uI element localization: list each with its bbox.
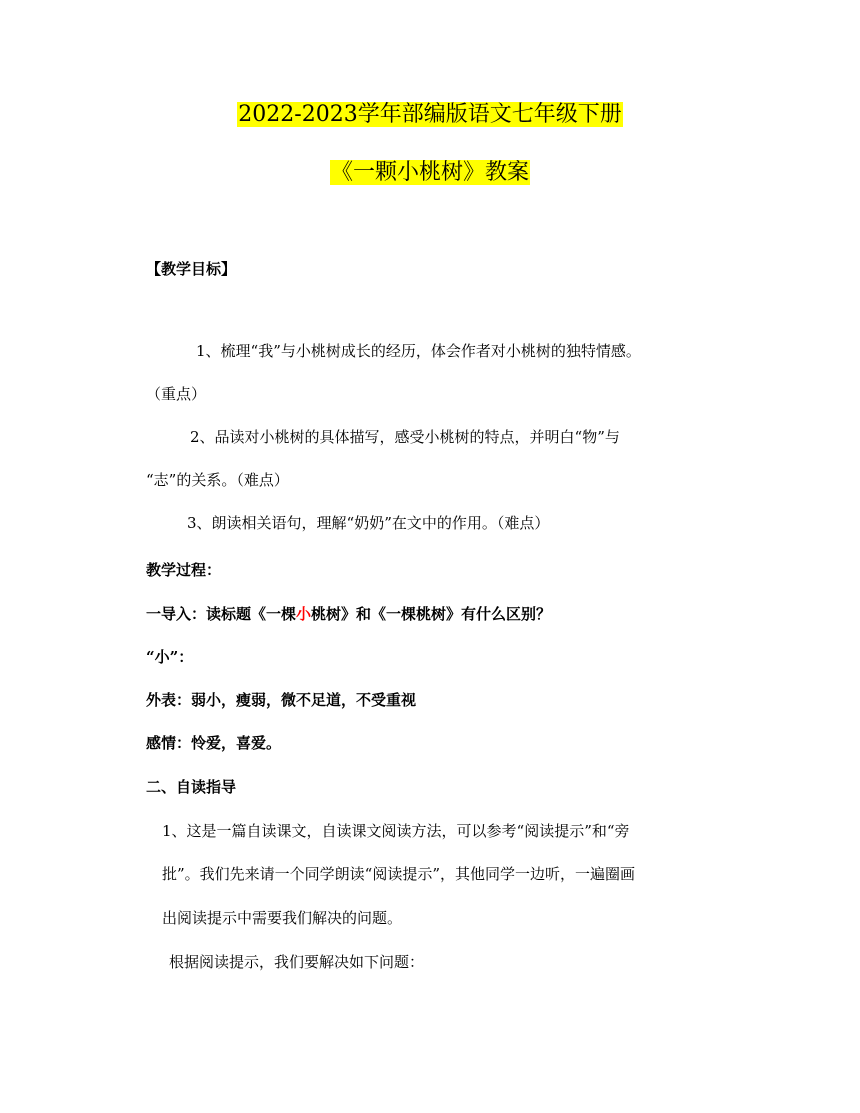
feeling-line: 感情：怜爱，喜爱。 (146, 734, 282, 752)
objective-1-line1: 1、梳理“我”与小桃树成长的经历，体会作者对小桃树的独特情感。 (196, 342, 641, 360)
section2-heading: 二、自读指导 (146, 778, 237, 796)
para2: 根据阅读提示，我们要解决如下问题： (169, 953, 425, 971)
objective-3: 3、朗读相关语句，理解“奶奶”在文中的作用。（难点） (187, 514, 550, 532)
intro-prefix: 一导入：读标题《一棵 (146, 605, 297, 623)
objective-2-line1: 2、品读对小桃树的具体描写，感受小桃树的特点，并明白“物”与 (190, 428, 620, 446)
para1-line1: 1、这是一篇自读课文，自读课文阅读方法，可以参考“阅读提示”和“旁 (162, 822, 630, 840)
xiao-label: “小”： (146, 648, 194, 666)
document-title-line1 (0, 100, 860, 130)
intro-highlight-word: 小 (296, 605, 312, 623)
intro-question (146, 603, 551, 625)
objective-2-line2: “志”的关系。（难点） (146, 471, 289, 489)
objective-1-line2: （重点） (146, 385, 207, 403)
title-highlight: 2022-2023学年部编版语文七年级下册 (238, 102, 622, 127)
document-title-line2 (0, 158, 860, 188)
para1-line3: 出阅读提示中需要我们解决的问题。 (162, 909, 403, 927)
process-heading: 教学过程： (146, 561, 222, 579)
para1-line2: 批”。我们先来请一个同学朗读“阅读提示”，其他同学一边听，一遍圈画 (162, 865, 636, 883)
section-objectives-heading: 【教学目标】 (146, 260, 237, 278)
title-highlight: 《一颗小桃树》教案 (330, 160, 529, 185)
intro-suffix: 桃树》和《一棵桃树》有什么区别？ (311, 605, 552, 623)
appearance-line: 外表：弱小，瘦弱，微不足道，不受重视 (146, 691, 417, 709)
